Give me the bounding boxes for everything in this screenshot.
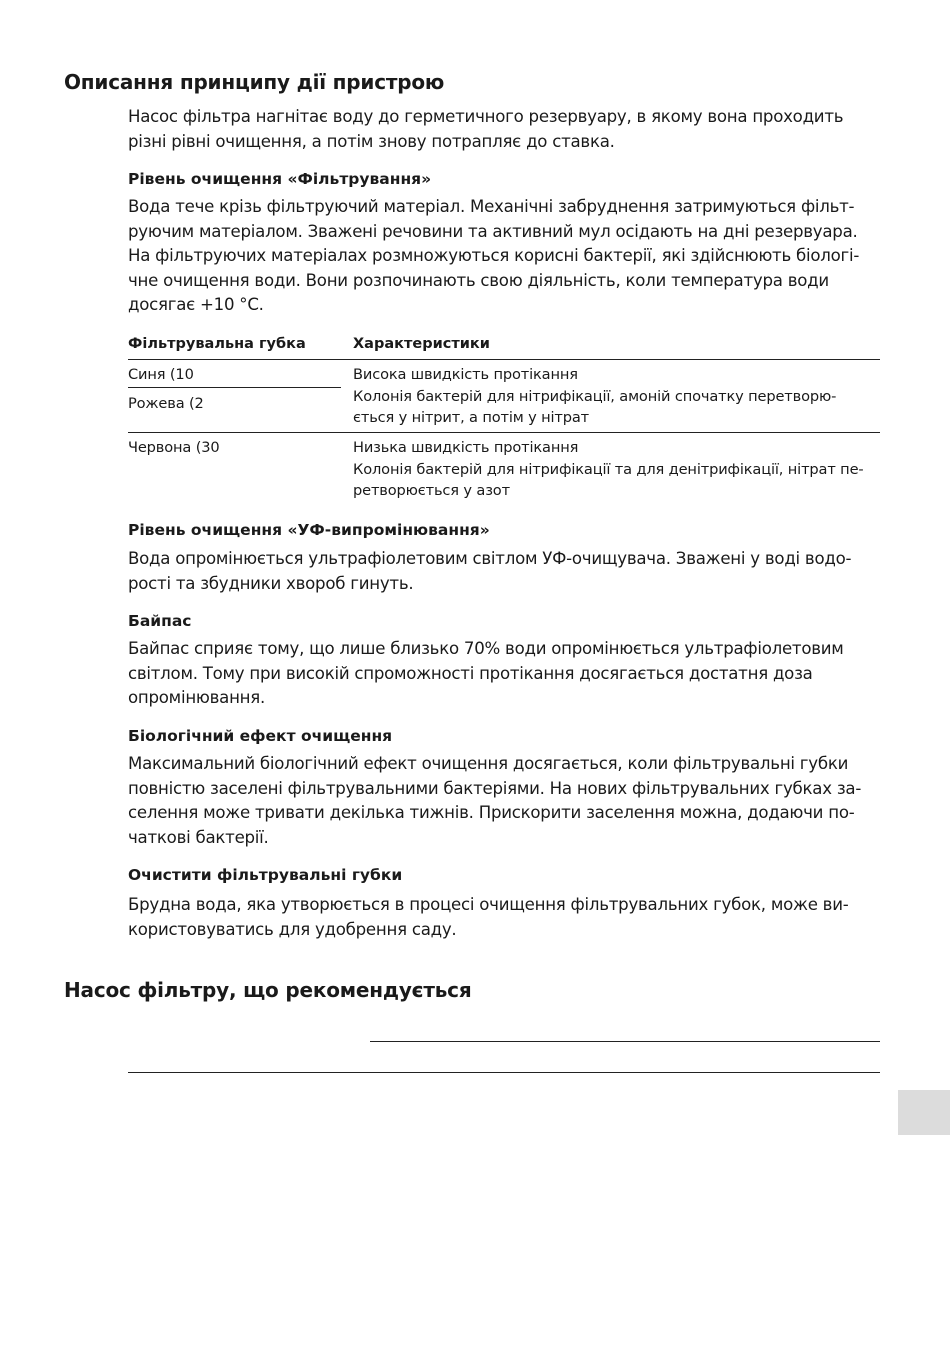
bypass-paragraph [128,637,880,711]
table-cell-characteristics [353,364,836,429]
table-header-rule [370,1041,880,1042]
table-row-rule [128,432,880,433]
text-line: Низька швидкість протікання [353,439,579,456]
section-title-recommended-pump: Насос фільтру, що рекомендується [64,978,472,1002]
table-cell-sponge: Рожева (2 [128,395,204,412]
clean-heading: Очистити фільтрувальні губки [128,866,403,884]
text-line: повністю заселені фільтрувальними бактеріями. На нових фільтрувальних губках за- [128,778,862,798]
intro-paragraph [128,105,880,154]
text-line: Байпас сприяє тому, що лише близько 70% води опромінюється ультрафіолетовим [128,639,844,658]
text-line: Насос фільтра нагнітає воду до герметичного резервуару, в якому вона проходить [128,107,844,126]
text-line: Висока швидкість протікання [353,366,578,383]
filtration-paragraph [128,195,880,318]
filtration-heading: Рівень очищення «Фільтрування» [128,170,432,188]
table-cell-sponge: Синя (10 [128,366,194,383]
text-line: Брудна вода, яка утворюється в процесі очищення фільтрувальних губок, може ви- [128,895,849,914]
table-header-sponge: Фільтрувальна губка [128,336,306,352]
text-line: різні рівні очищення, а потім знову потрапляє до ставка. [128,131,615,151]
table-header-rule [128,359,880,360]
table-cell-divider [128,387,341,388]
section-title-device-principle: Описання принципу дії пристрою [64,70,445,94]
clean-paragraph [128,893,880,942]
bypass-heading: Байпас [128,612,192,630]
text-line: опромінювання. [128,688,266,708]
bio-heading: Біологічний ефект очищення [128,727,393,745]
text-line: Вода тече крізь фільтруючий матеріал. Механічні забруднення затримуються фільт- [128,197,855,216]
text-line: руючим матеріалом. Зважені речовини та активний мул осідають на дні резервуара. [128,221,858,241]
text-line: Колонія бактерій для нітрифікації, амоній спочатку перетворю- [353,387,837,405]
text-line: На фільтруючих матеріалах розмножуються корисні бактерії, які здійснюють біологі- [128,246,860,266]
text-line: чаткові бактерії. [128,827,269,847]
text-line: користовуватись для удобрення саду. [128,919,457,939]
text-line: рості та збудники хвороб гинуть. [128,573,414,593]
text-line: досягає +10 °C. [128,295,264,315]
text-line: Колонія бактерій для нітрифікації та для денітрифікації, нітрат пе- [353,460,864,478]
text-line: Вода опромінюється ультрафіолетовим світлом УФ-очищувача. Зважені у воді водо- [128,549,852,568]
text-line: світлом. Тому при високій спроможності протікання досягається достатня доза [128,663,813,683]
text-line: ретворюється у азот [353,482,510,499]
text-line: ється у нітрит, а потім у нітрат [353,409,589,426]
table-cell-sponge: Червона (30 [128,439,220,456]
uv-heading: Рівень очищення «УФ-випромінювання» [128,521,490,539]
bio-paragraph [128,752,880,850]
uv-paragraph [128,547,880,596]
table-header-characteristics: Характеристики [353,336,490,352]
table-cell-characteristics [353,437,864,502]
text-line: чне очищення води. Вони розпочинають свою діяльність, коли температура води [128,270,829,290]
text-line: селення може тривати декілька тижнів. Прискорити заселення можна, додаючи по- [128,803,855,823]
text-line: Максимальний біологічний ефект очищення досягається, коли фільтрувальні губки [128,754,849,773]
table-rule [128,1072,880,1073]
side-tab-marker [898,1090,950,1135]
